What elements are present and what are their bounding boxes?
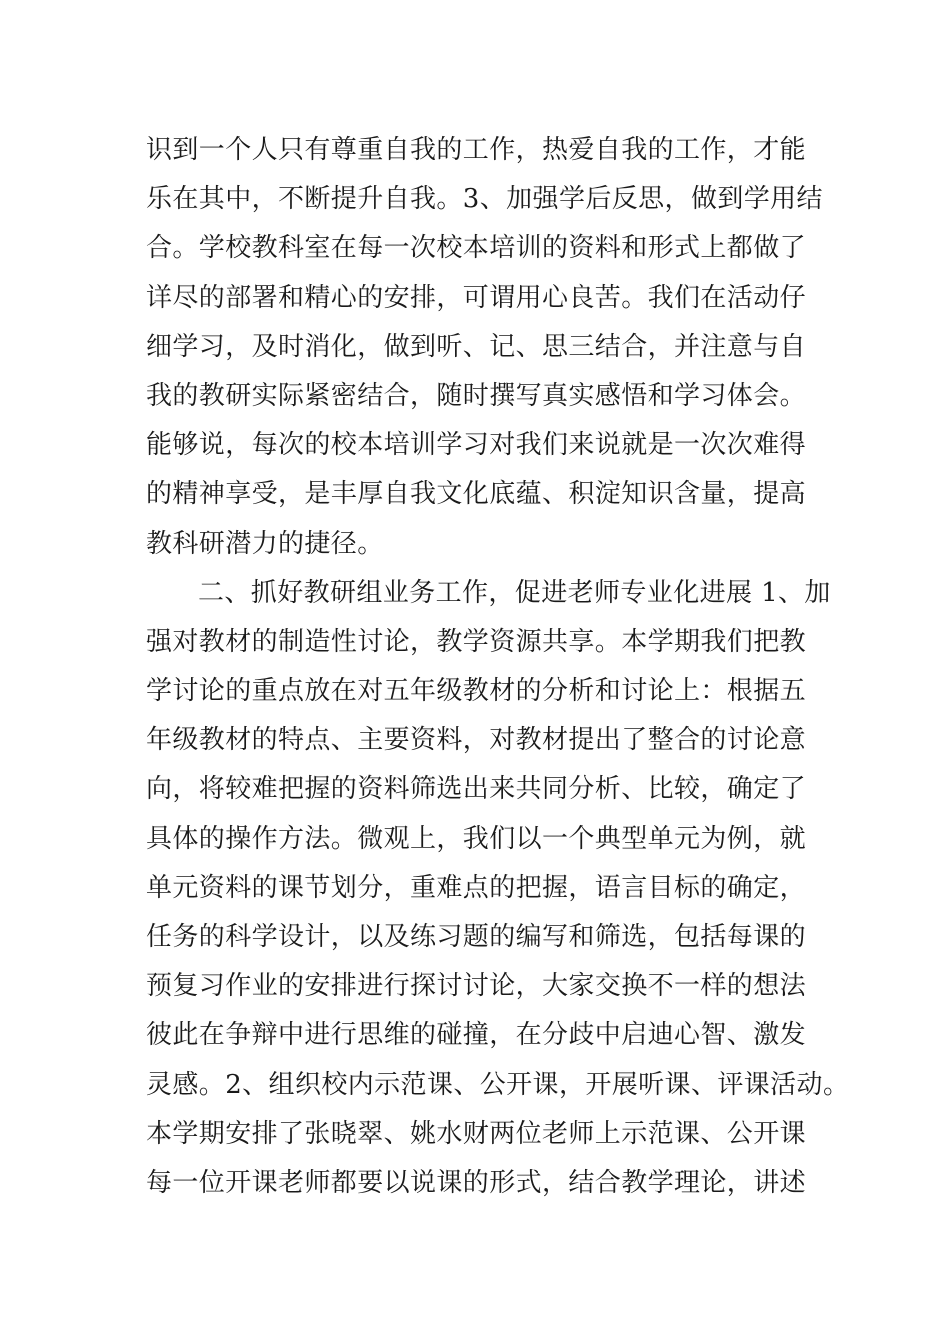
text-line: 本学期安排了张晓翠、姚水财两位老师上示范课、公开课: [146, 1118, 807, 1149]
text-line: 向，将较难把握的资料筛选出来共同分析、比较，确定了: [146, 774, 807, 805]
text-line: 识到一个人只有尊重自我的工作，热爱自我的工作，才能: [146, 135, 807, 165]
text-line: 合。学校教科室在每一次校本培训的资料和形式上都做了: [146, 233, 807, 264]
text-line: 能够说，每次的校本培训学习对我们来说就是一次次难得: [146, 430, 807, 461]
text-line: 的精神享受，是丰厚自我文化底蕴、积淀知识含量，提高: [146, 479, 807, 510]
text-line: 我的教研实际紧密结合，随时撰写真实感悟和学习体会。: [146, 380, 807, 411]
text-line: 预复习作业的安排进行探讨讨论，大家交换不一样的想法: [146, 971, 807, 1002]
text-line: 年级教材的特点、主要资料，对教材提出了整合的讨论意: [146, 725, 807, 756]
text-line: 每一位开课老师都要以说课的形式，结合教学理论，讲述: [146, 1167, 807, 1198]
text-line: 具体的操作方法。微观上，我们以一个典型单元为例，就: [146, 823, 807, 854]
text-line: 详尽的部署和精心的安排，可谓用心良苦。我们在活动仔: [146, 282, 807, 313]
text-line: 任务的科学设计，以及练习题的编写和筛选，包括每课的: [146, 922, 807, 952]
text-line: 单元资料的课节划分，重难点的把握，语言目标的确定，: [146, 872, 807, 903]
text-line: 细学习，及时消化，做到听、记、思三结合，并注意与自: [146, 331, 807, 362]
section-heading-line: 二、抓好教研组业务工作，促进老师专业化进展 1、加: [198, 577, 831, 608]
text-line: 学讨论的重点放在对五年级教材的分析和讨论上：根据五: [146, 676, 807, 707]
text-line: 强对教材的制造性讨论，教学资源共享。本学期我们把教: [146, 626, 807, 657]
body-text: [146, 126, 850, 1208]
text-line: 彼此在争辩中进行思维的碰撞，在分歧中启迪心智、激发: [146, 1020, 807, 1051]
text-line: 教科研潜力的捷径。: [146, 528, 384, 559]
text-line: 乐在其中，不断提升自我。3、加强学后反思，做到学用结: [146, 184, 823, 215]
text-line: 灵感。2、组织校内示范课、公开课，开展听课、评课活动。: [146, 1069, 850, 1100]
